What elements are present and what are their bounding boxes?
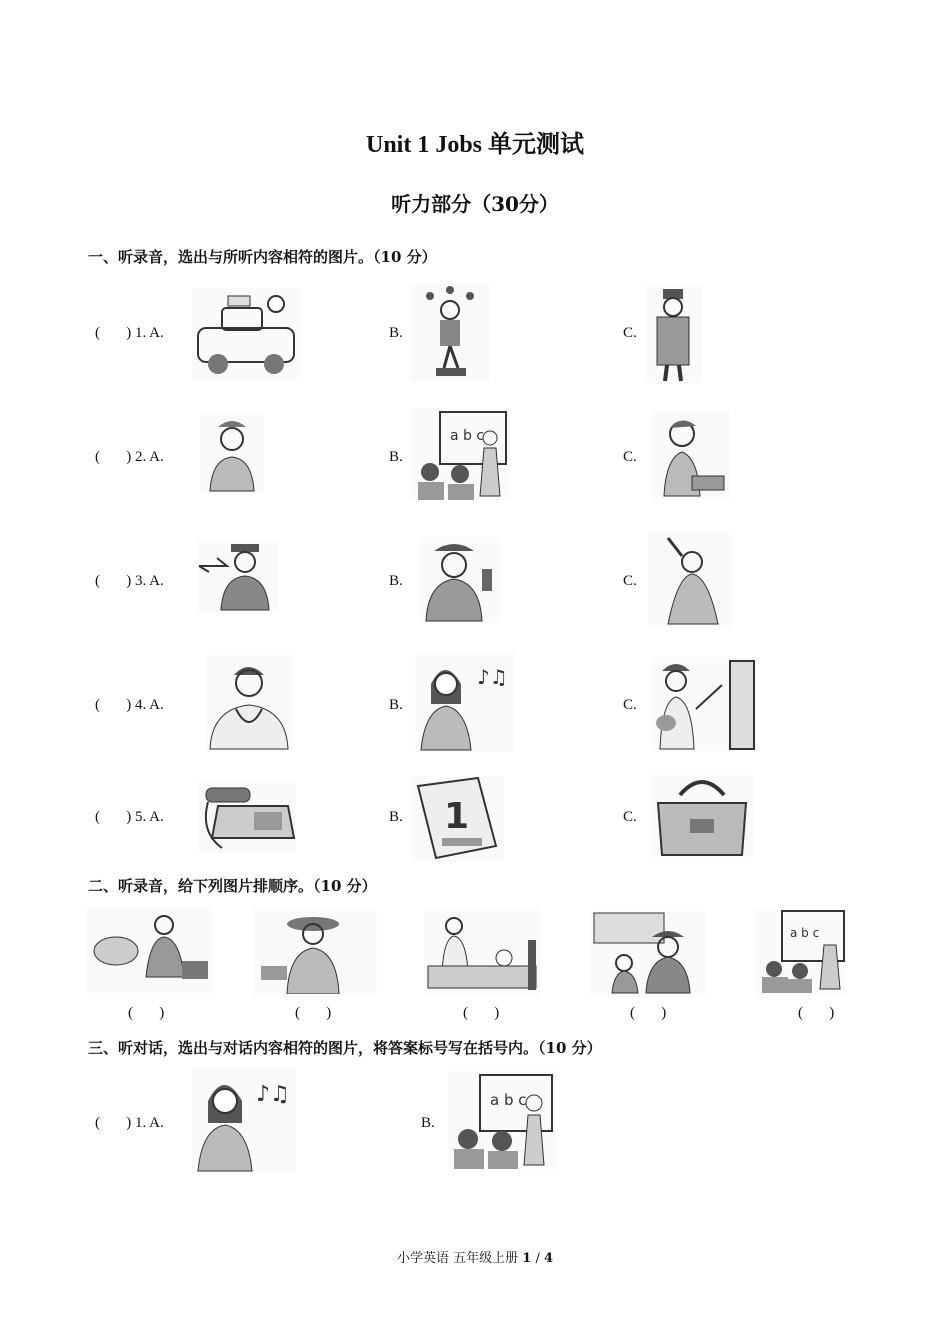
option-c-label: C. (623, 573, 637, 589)
option-c-label: C. (623, 449, 637, 465)
dancer-icon (648, 532, 732, 626)
question-2-prefix: ( ) 2. A. (95, 449, 164, 465)
juggler-icon (410, 284, 490, 382)
student-icon (652, 410, 730, 498)
part1-heading: 一、听录音，选出与所听内容相符的图片。（10 分） (88, 248, 437, 266)
question-1-prefix: ( ) 1. A. (95, 325, 164, 341)
singer-icon (415, 654, 515, 752)
part2-heading: 二、听录音，给下列图片排顺序。（10 分） (88, 877, 377, 895)
svg-text:1: 1 (444, 796, 470, 837)
nurse-ward-icon (424, 910, 540, 994)
bag-icon (650, 775, 754, 857)
soldier-icon (645, 285, 701, 383)
svg-text:♪♫: ♪♫ (256, 1082, 290, 1107)
order-blank[interactable]: ( ) (630, 1005, 667, 1021)
option-c-label: C. (623, 809, 637, 825)
option-b-label: B. (389, 325, 403, 341)
teacher-class-icon (756, 909, 846, 994)
option-c-label: C. (623, 325, 637, 341)
pilot-icon (197, 542, 279, 612)
page-separator: / (535, 1251, 540, 1266)
option-b-label: B. (389, 573, 403, 589)
question-5-prefix: ( ) 5. A. (95, 809, 164, 825)
part3-question-1-prefix: ( ) 1. A. (95, 1115, 164, 1131)
page-footer (0, 1247, 950, 1266)
farmer-icon (253, 910, 377, 994)
telephone-icon (198, 782, 296, 852)
order-blank[interactable]: ( ) (463, 1005, 500, 1021)
vet-icon (86, 907, 212, 993)
police-street-icon (590, 911, 706, 994)
question-3-prefix: ( ) 3. A. (95, 573, 164, 589)
svg-text:a b c: a b c (450, 428, 485, 444)
footer-text: 小学英语 五年级上册 (396, 1251, 519, 1266)
option-b-label: B. (389, 809, 403, 825)
teacher-icon (448, 1071, 556, 1169)
svg-text:a b c: a b c (790, 926, 820, 940)
svg-text:a b c: a b c (490, 1091, 527, 1109)
calendar-icon (412, 776, 504, 862)
option-b-label: B. (421, 1115, 435, 1131)
part3-heading: 三、听对话，选出与对话内容相符的图片，将答案标号写在括号内。（10 分） (88, 1039, 602, 1057)
option-b-label: B. (389, 697, 403, 713)
page-total: 4 (543, 1251, 554, 1266)
nurse-icon (200, 413, 264, 493)
question-4-prefix: ( ) 4. A. (95, 697, 164, 713)
option-c-label: C. (623, 697, 637, 713)
doctor-icon (206, 655, 292, 751)
policeman-icon (420, 537, 500, 623)
singer-icon (192, 1067, 296, 1173)
artist-icon (652, 657, 756, 751)
order-blank[interactable]: ( ) (798, 1005, 835, 1021)
page-number: 1 (522, 1251, 532, 1266)
svg-text:♪♫: ♪♫ (477, 665, 508, 689)
option-b-label: B. (389, 449, 403, 465)
section-subtitle: 听力部分（30分） (391, 192, 559, 216)
teacher-icon (410, 408, 510, 500)
page-title: Unit 1 Jobs 单元测试 (365, 132, 585, 158)
taxi-driver-icon (192, 288, 300, 380)
order-blank[interactable]: ( ) (295, 1005, 332, 1021)
order-blank[interactable]: ( ) (128, 1005, 165, 1021)
